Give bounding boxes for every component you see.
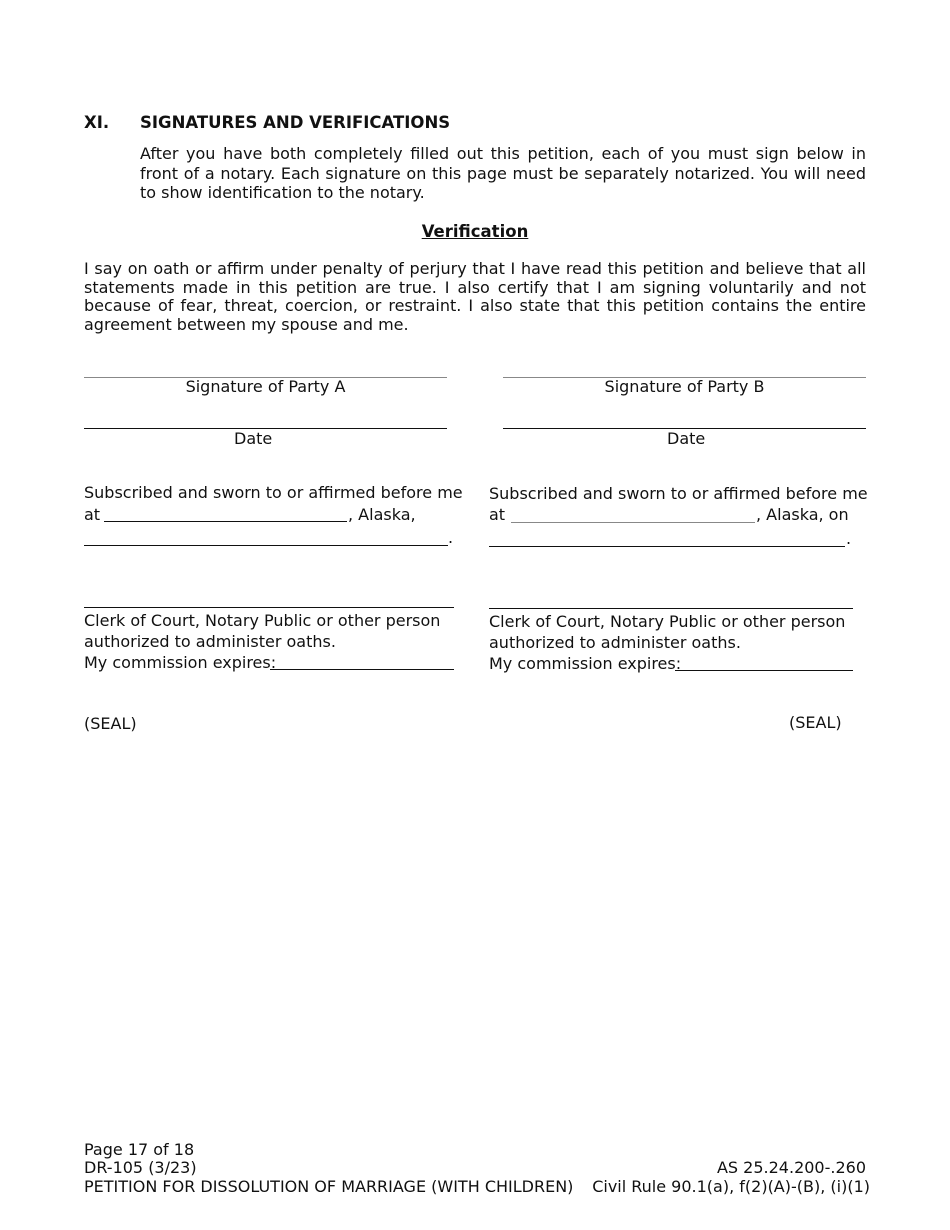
party-a-clerk-line1: Clerk of Court, Notary Public or other person: [84, 611, 441, 630]
party-b-date-sworn-line[interactable]: [489, 546, 845, 547]
footer-page-number: Page 17 of 18: [84, 1140, 195, 1159]
party-a-commission-line[interactable]: [270, 669, 454, 670]
party-b-clerk-signature-line[interactable]: [489, 608, 853, 609]
party-b-alaska-text: , Alaska, on: [756, 505, 849, 524]
party-a-sworn-at: at: [84, 505, 101, 524]
section-title: SIGNATURES AND VERIFICATIONS: [140, 113, 451, 132]
party-a-period: .: [448, 528, 454, 547]
footer-form-title: PETITION FOR DISSOLUTION OF MARRIAGE (WITH CHILDREN): [84, 1177, 574, 1196]
party-a-date-sworn-line[interactable]: [84, 545, 448, 546]
verification-text: I say on oath or affirm under penalty of perjury that I have read this petition and believe that all statements made in this petition are true. I also certify that I am signing voluntarily and not because of fear, threat, coercion, or restraint. I also state that this petition contains the entire agreement between my spouse and me.: [84, 259, 866, 335]
footer-statute: AS 25.24.200-.260: [716, 1158, 866, 1177]
party-b-place-line[interactable]: [511, 522, 755, 523]
party-a-place-line[interactable]: [104, 521, 347, 522]
section-instructions: After you have both completely filled out this petition, each of you must sign below in front of a notary. Each signature on this page must be separately notarized. You will need to show identification to the notary.: [140, 144, 866, 202]
party-a-commission-label: My commission expires:: [84, 653, 277, 672]
party-b-clerk-line2: authorized to administer oaths.: [489, 633, 741, 652]
verification-heading-wrap: [0, 222, 950, 241]
verification-heading: Verification: [421, 222, 529, 241]
party-a-clerk-signature-line[interactable]: [84, 607, 454, 608]
footer-form-id: DR-105 (3/23): [84, 1158, 197, 1177]
party-b-seal: (SEAL): [789, 713, 842, 732]
party-a-date-label: Date: [234, 429, 273, 448]
footer-civil-rule: Civil Rule 90.1(a), f(2)(A)-(B), (i)(1): [592, 1177, 870, 1196]
party-a-sworn-text: Subscribed and sworn to or affirmed before me: [84, 483, 463, 502]
party-b-commission-line[interactable]: [675, 670, 853, 671]
section-number: XI.: [84, 113, 110, 132]
party-b-commission-label: My commission expires:: [489, 654, 682, 673]
party-b-sworn-text: Subscribed and sworn to or affirmed before me: [489, 484, 868, 503]
party-b-sworn-at: at: [489, 505, 506, 524]
party-a-clerk-line2: authorized to administer oaths.: [84, 632, 336, 651]
party-b-signature-label: Signature of Party B: [604, 377, 765, 396]
party-b-clerk-line1: Clerk of Court, Notary Public or other person: [489, 612, 846, 631]
party-a-alaska-text: , Alaska,: [348, 505, 416, 524]
party-b-period: .: [846, 529, 852, 548]
party-a-signature-label: Signature of Party A: [185, 377, 346, 396]
party-a-seal: (SEAL): [84, 714, 137, 733]
party-b-date-label: Date: [667, 429, 706, 448]
